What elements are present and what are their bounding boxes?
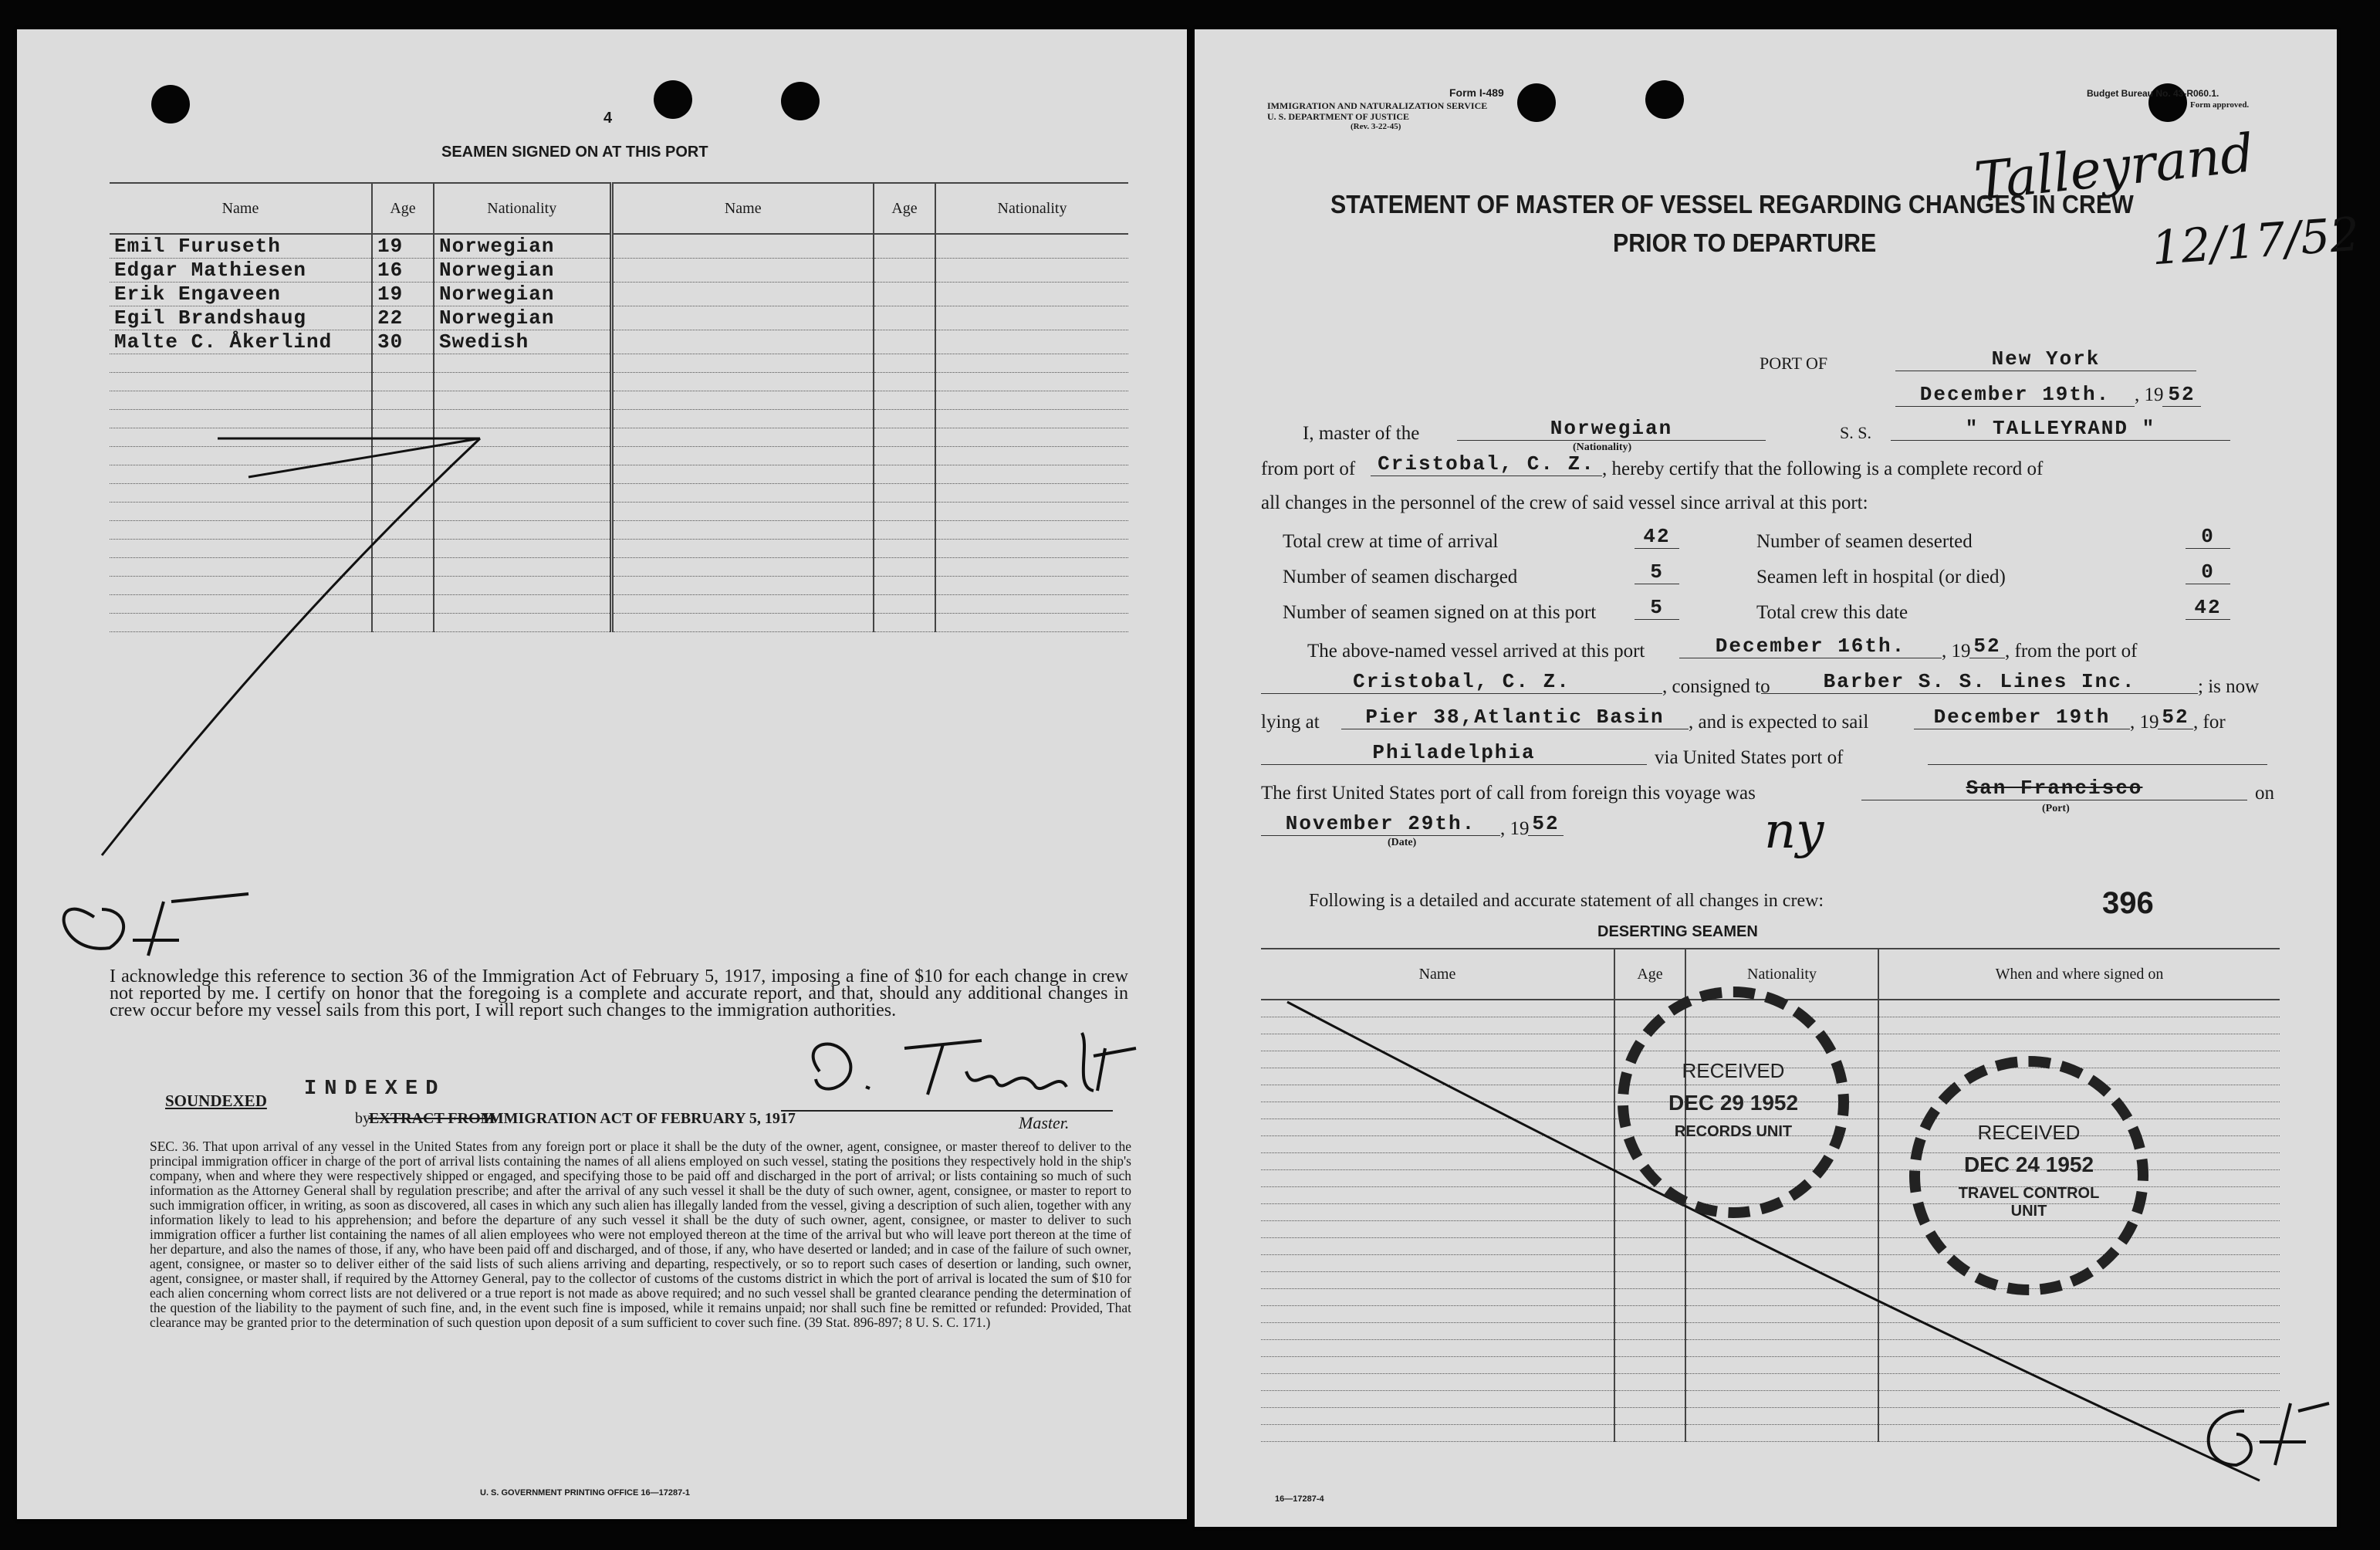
cell-nationality: Norwegian bbox=[434, 283, 611, 306]
section-title: SEAMEN SIGNED ON AT THIS PORT bbox=[441, 144, 708, 161]
port-of-value: New York bbox=[1895, 347, 2196, 371]
is-now-label: ; is now bbox=[2198, 676, 2260, 697]
certify-text: , hereby certify that the following is a complete record of bbox=[1602, 459, 2044, 479]
column-header: Age bbox=[372, 183, 434, 234]
stat-label: Total crew at time of arrival bbox=[1283, 531, 1499, 552]
sail-date: December 19th bbox=[1914, 706, 2130, 729]
via-label: via United States port of bbox=[1655, 747, 1844, 768]
column-header: Nationality bbox=[935, 183, 1128, 234]
ss-label: S. S. bbox=[1840, 423, 1871, 442]
by-label: by bbox=[355, 1110, 370, 1127]
nationality-value: Norwegian bbox=[1457, 417, 1766, 441]
year-prefix: , 19 bbox=[2130, 712, 2159, 733]
cell-nationality: Norwegian bbox=[434, 234, 611, 259]
acknowledgment-text: I acknowledge this reference to section 36 of the Immigration Act of February 5, 1917, imposing a fine of $10 for each change in crew not reported by me. I certify on honor that the foregoing is a complete and accurate report, and that, should any additional changes in crew occur before my vessel sails from this port, I will report such changes to the immigration authorities. bbox=[110, 966, 1128, 1020]
cell-name: Egil Brandshaug bbox=[110, 306, 372, 330]
for-label: , for bbox=[2193, 712, 2226, 733]
ny-note: ny bbox=[1764, 803, 1824, 860]
consigned-label: , consigned to bbox=[1662, 676, 1770, 697]
year-prefix: , 19 bbox=[1500, 818, 1530, 839]
cell-age: 16 bbox=[372, 259, 434, 283]
stat-value: 42 bbox=[2186, 596, 2230, 620]
port-caption: (Port) bbox=[2042, 803, 2070, 814]
arrived-year: 52 bbox=[1969, 635, 2005, 658]
deserting-title: DESERTING SEAMEN bbox=[1597, 923, 1758, 940]
cell-nationality: Norwegian bbox=[434, 259, 611, 283]
column-header: When and where signed on bbox=[1878, 949, 2280, 1000]
master-of-label: I, master of the bbox=[1303, 423, 1420, 444]
stat-label: Seamen left in hospital (or died) bbox=[1756, 567, 2006, 587]
cell-name: Emil Furuseth bbox=[110, 234, 372, 259]
handwritten-date: 12/17/52 bbox=[2149, 207, 2361, 276]
date-caption: (Date) bbox=[1388, 837, 1417, 848]
consignee-value: Barber S. S. Lines Inc. bbox=[1761, 670, 2198, 694]
lying-at-label: lying at bbox=[1261, 712, 1320, 733]
revision: (Rev. 3-22-45) bbox=[1351, 122, 1401, 131]
sail-year: 52 bbox=[2158, 706, 2193, 729]
indexed-stamp: INDEXED bbox=[304, 1078, 446, 1101]
agency-line: IMMIGRATION AND NATURALIZATION SERVICE bbox=[1267, 100, 1488, 111]
master-signature bbox=[789, 1025, 1144, 1110]
master-signature-line bbox=[781, 1110, 1113, 1112]
section-36-text: SEC. 36. That upon arrival of any vessel in the United States from any foreign port or place it shall be the duty of the owner, agent, consignee, or master thereof to deliver to the principal immigration officer in charge of the port of arrival lists containing the names of all aliens employed on such vessel, stating the positions they respectively hold in the ship's company, when and where they were respectively shipped or engaged, and specifying those to be paid off and discharged in the port of arrival; or lists containing so much of such information as the Attorney General shall by regulation prescribe; and after the arrival of any such vessel it shall be the duty of such owner, agent, consignee, or master to report to such immigration officer, in writing, as soon as discovered, all cases in which any such alien has illegally landed from the vessel, giving a description of such alien, together with any information likely to lead to his apprehension; and before the departure of any such vessel it shall be the duty of such owner, agent, consignee, or master to deliver to such immigration officer a further list containing the names of all alien employees who were not employed thereon at the time of the arrival but who will leave port thereon at the time of her departure, and also the names of those, if any, who have been paid off and discharged, and of those, if any, who have deserted or landed; and in case of the failure of such owner, agent, consignee, or master so to deliver either of the said lists of such aliens arriving and departing, respectively, or so to report such cases of desertion or landing, such owner, agent, consignee, or master shall, if required by the Attorney General, pay to the collector of customs of the customs district in which the port of arrival is located the sum of $10 for each alien concerning whom correct lists are not delivered or a true report is not made as above required; and no such vessel shall be granted clearance pending the determination of the question of the liability to the payment of such fine, and, in the event such fine is imposed, while it remains unpaid; nor shall such fine be remitted or refunded: Provided, That clearance may be granted prior to the determination of such question upon deposit of a sum sufficient to cover such fine. (39 Stat. 896-897; 8 U. S. C. 171.) bbox=[150, 1139, 1131, 1330]
on-label: on bbox=[2255, 783, 2274, 804]
cell-name: Malte C. Åkerlind bbox=[110, 330, 372, 354]
column-header: Nationality bbox=[434, 183, 611, 234]
port-of-label: PORT OF bbox=[1760, 354, 1828, 373]
nationality-caption: (Nationality) bbox=[1573, 442, 1632, 453]
first-port-value: San Francisco bbox=[1861, 777, 2247, 800]
handwritten-ship-name: Talleyrand bbox=[1971, 123, 2257, 213]
soundexed-label: SOUNDEXED bbox=[165, 1091, 267, 1110]
arrived-from-value: Cristobal, C. Z. bbox=[1261, 670, 1662, 694]
printer-footer: U. S. GOVERNMENT PRINTING OFFICE 16—17287-1 bbox=[480, 1488, 691, 1498]
right-page bbox=[1195, 29, 2361, 1527]
column-header: Name bbox=[1261, 949, 1614, 1000]
stat-label: Number of seamen signed on at this port bbox=[1283, 602, 1597, 623]
stamp-text: RECORDS UNIT bbox=[1674, 1123, 1793, 1140]
following-text: Following is a detailed and accurate statement of all changes in crew: bbox=[1309, 891, 1824, 911]
stat-label: Total crew this date bbox=[1756, 602, 1908, 623]
stat-value: 42 bbox=[1635, 525, 1679, 549]
from-the-port-label: , from the port of bbox=[2005, 641, 2138, 662]
stamp-text: DEC 24 1952 bbox=[1963, 1152, 2094, 1176]
act-title: IMMIGRATION ACT OF FEBRUARY 5, 1917 bbox=[483, 1110, 796, 1127]
first-port-label: The first United States port of call from foreign this voyage was bbox=[1261, 783, 1756, 804]
budget-bureau: Budget Bureau No. 43-R060.1. bbox=[2087, 88, 2219, 99]
stat-label: Number of seamen discharged bbox=[1283, 567, 1518, 587]
received-stamp bbox=[1909, 1056, 2148, 1295]
lying-at-value: Pier 38,Atlantic Basin bbox=[1341, 706, 1689, 729]
page-number: 4 bbox=[603, 110, 613, 127]
from-port-value: Cristobal, C. Z. bbox=[1371, 452, 1602, 476]
cell-age: 22 bbox=[372, 306, 434, 330]
year-prefix: , 19 bbox=[1942, 641, 1971, 662]
destination-value: Philadelphia bbox=[1261, 741, 1647, 765]
stamp-text: RECEIVED bbox=[1682, 1059, 1785, 1082]
cell-age: 19 bbox=[372, 283, 434, 306]
stat-label: Number of seamen deserted bbox=[1756, 531, 1973, 552]
certify-text-2: all changes in the personnel of the crew of said vessel since arrival at this port: bbox=[1261, 492, 1868, 513]
cell-nationality: Norwegian bbox=[434, 306, 611, 330]
arrived-label: The above-named vessel arrived at this port bbox=[1307, 641, 1645, 662]
form-number: Form I-489 bbox=[1449, 86, 1504, 99]
form-title-line2: PRIOR TO DEPARTURE bbox=[1613, 228, 1877, 257]
master-label: Master. bbox=[1019, 1113, 1070, 1132]
column-header: Name bbox=[110, 183, 372, 234]
statement-date: December 19th. bbox=[1895, 383, 2135, 407]
printer-footer: 16—17287-4 bbox=[1275, 1494, 1324, 1504]
stat-value: 0 bbox=[2186, 525, 2230, 549]
received-stamp bbox=[1618, 987, 1849, 1218]
form-title: STATEMENT OF MASTER OF VESSEL REGARDING CHANGES IN CREW bbox=[1330, 190, 2134, 218]
stat-value: 5 bbox=[1635, 596, 1679, 620]
cell-age: 19 bbox=[372, 234, 434, 259]
left-page bbox=[17, 29, 1187, 1519]
form-approved: Form approved. bbox=[2190, 100, 2250, 110]
column-header: Name bbox=[611, 183, 874, 234]
stat-value: 5 bbox=[1635, 560, 1679, 584]
column-header: Age bbox=[874, 183, 935, 234]
first-port-year: 52 bbox=[1528, 812, 1564, 836]
document-number: 396 bbox=[2102, 886, 2154, 920]
stamp-text: UNIT bbox=[2010, 1203, 2047, 1220]
agency-line: U. S. DEPARTMENT OF JUSTICE bbox=[1267, 111, 1410, 122]
expected-label: , and is expected to sail bbox=[1689, 712, 1869, 733]
stamp-text: DEC 29 1952 bbox=[1668, 1091, 1799, 1115]
stat-value: 0 bbox=[2186, 560, 2230, 584]
statement-year: 52 bbox=[2162, 383, 2201, 407]
extract-label: EXTRACT FROM bbox=[369, 1110, 495, 1127]
cell-age: 30 bbox=[372, 330, 434, 354]
stamp-text: TRAVEL CONTROL bbox=[1958, 1185, 2100, 1202]
arrived-date: December 16th. bbox=[1679, 635, 1942, 658]
line-through-mark bbox=[1195, 29, 2337, 1527]
from-port-label: from port of bbox=[1261, 459, 1356, 479]
first-port-date: November 29th. bbox=[1261, 812, 1500, 836]
cell-name: Erik Engaveen bbox=[110, 283, 372, 306]
stamp-text: RECEIVED bbox=[1977, 1121, 2081, 1144]
column-header: Age bbox=[1614, 949, 1685, 1000]
cell-name: Edgar Mathiesen bbox=[110, 259, 372, 283]
column-header: Nationality bbox=[1685, 949, 1878, 1000]
ship-name-value: " TALLEYRAND " bbox=[1891, 417, 2230, 441]
year-prefix: , 19 bbox=[2135, 384, 2164, 405]
cell-nationality: Swedish bbox=[434, 330, 611, 354]
